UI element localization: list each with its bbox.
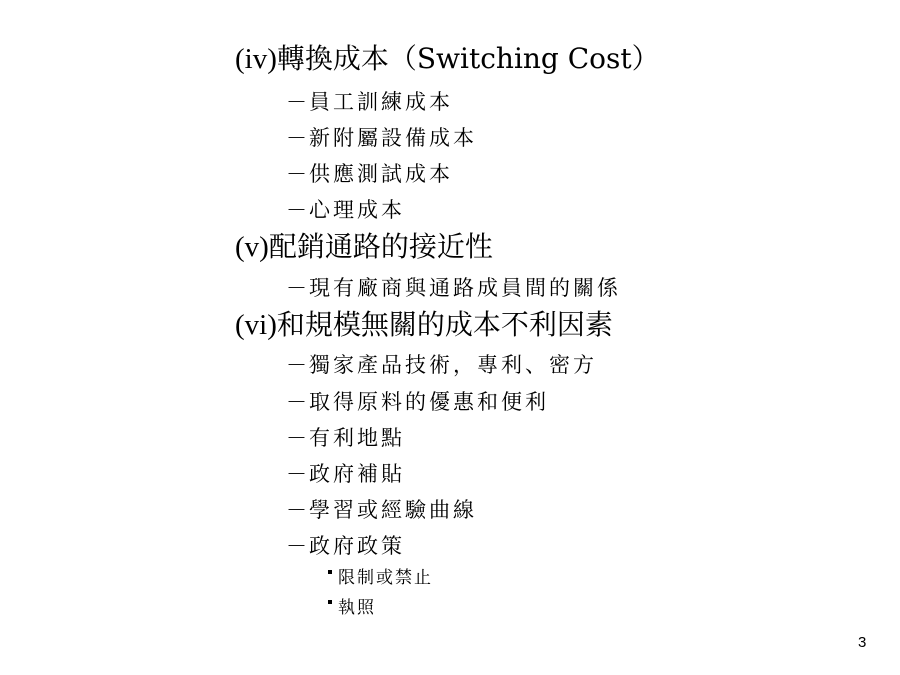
dash: － xyxy=(286,390,307,414)
sub-item xyxy=(286,388,549,416)
dash: － xyxy=(286,276,307,300)
item-marker: (v) xyxy=(235,231,269,263)
sub-sub-item-text: 限制或禁止 xyxy=(338,568,433,588)
sub-item xyxy=(286,196,405,224)
item-marker: (iv) xyxy=(235,43,277,75)
sub-item-text: 政府政策 xyxy=(309,534,405,558)
sub-item-text: 心理成本 xyxy=(309,198,405,222)
item-title: 和規模無關的成本不利因素 xyxy=(276,308,613,341)
sub-item xyxy=(286,88,453,116)
sub-sub-item-text: 執照 xyxy=(338,598,376,618)
dash: － xyxy=(286,353,307,377)
sub-item xyxy=(286,124,477,152)
sub-item-text: 獨家產品技術，專利、密方 xyxy=(309,353,597,377)
sub-item xyxy=(286,460,405,488)
bullet-icon xyxy=(328,570,332,574)
heading-switching-cost xyxy=(235,42,660,76)
sub-item-text: 有利地點 xyxy=(309,426,405,450)
item-title: 轉換成本（Switching Cost） xyxy=(276,42,660,75)
sub-sub-item xyxy=(328,597,376,619)
bullet-icon xyxy=(328,600,332,604)
page-number: 3 xyxy=(858,634,867,651)
dash: － xyxy=(286,198,307,222)
sub-item xyxy=(286,424,405,452)
heading-cost-disadvantages xyxy=(235,308,613,342)
sub-item xyxy=(286,351,597,379)
sub-item-text: 員工訓練成本 xyxy=(309,90,453,114)
dash: － xyxy=(286,162,307,186)
sub-item-text: 供應測試成本 xyxy=(309,162,453,186)
sub-item xyxy=(286,496,477,524)
sub-item xyxy=(286,274,621,302)
dash: － xyxy=(286,462,307,486)
sub-item-text: 新附屬設備成本 xyxy=(309,126,477,150)
dash: － xyxy=(286,534,307,558)
sub-item-text: 政府補貼 xyxy=(309,462,405,486)
sub-item xyxy=(286,160,453,188)
item-title: 配銷通路的接近性 xyxy=(268,230,493,263)
sub-sub-item xyxy=(328,567,433,589)
heading-distribution-access xyxy=(235,230,493,264)
dash: － xyxy=(286,90,307,114)
item-marker: (vi) xyxy=(235,309,277,341)
sub-item xyxy=(286,532,405,560)
sub-item-text: 學習或經驗曲線 xyxy=(309,498,477,522)
dash: － xyxy=(286,426,307,450)
dash: － xyxy=(286,126,307,150)
sub-item-text: 現有廠商與通路成員間的關係 xyxy=(309,276,621,300)
dash: － xyxy=(286,498,307,522)
sub-item-text: 取得原料的優惠和便利 xyxy=(309,390,549,414)
